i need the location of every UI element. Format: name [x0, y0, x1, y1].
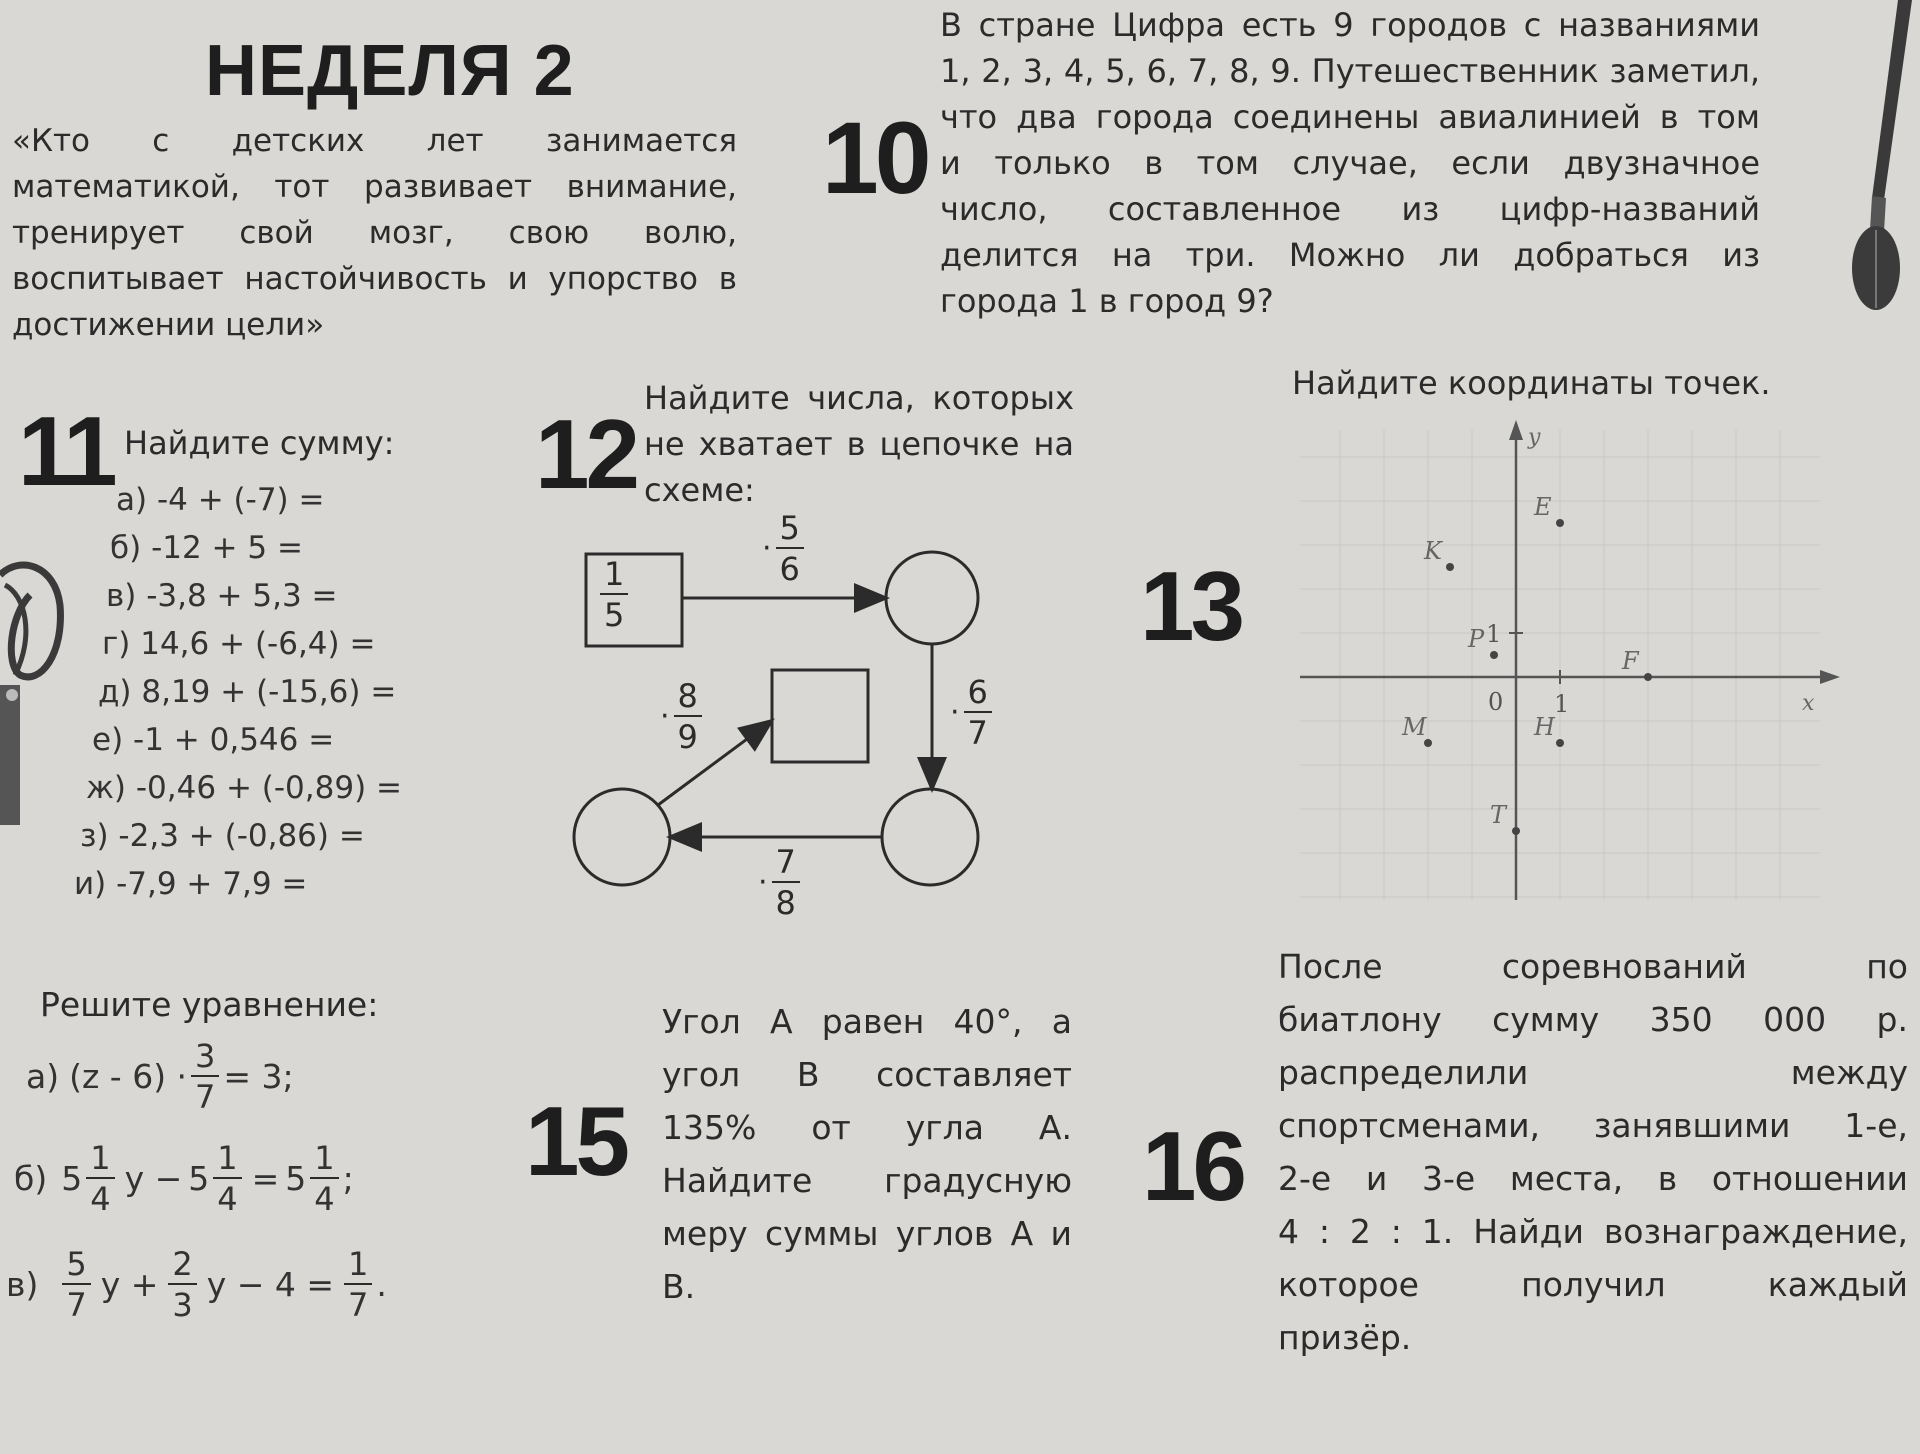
point-f [1644, 673, 1652, 681]
task10-text [940, 2, 1760, 324]
eq-text: (z - 6) · [69, 1057, 188, 1096]
task15-text [662, 995, 1072, 1313]
point-label-t: T [1490, 801, 1507, 829]
task-number-13: 13 [1140, 551, 1242, 661]
eq-label: в) [6, 1265, 39, 1304]
task-number-11: 11 [18, 396, 114, 506]
point-k [1446, 563, 1454, 571]
frac-denominator: 7 [967, 714, 988, 752]
start-value [596, 555, 632, 634]
unit-x-label: 1 [1554, 690, 1570, 718]
eq-text: y − [124, 1159, 183, 1198]
task16-line: 4 : 2 : 1. Найди вознаграждение, [1278, 1212, 1908, 1251]
point-label-k: K [1424, 537, 1442, 565]
task-number-10: 10 [822, 101, 928, 215]
task16-line: После соревнований по [1278, 947, 1908, 986]
point-label-e: E [1534, 493, 1552, 521]
task15-line: 135% от угла А. [662, 1108, 1072, 1147]
task10-line: города 1 в город 9? [940, 282, 1274, 320]
task16-text [1278, 940, 1908, 1364]
frac-denominator: 8 [775, 884, 796, 922]
frac-denominator: 9 [677, 718, 698, 756]
point-p [1490, 651, 1498, 659]
task16-line: распределили между [1278, 1053, 1908, 1092]
op-label-4 [660, 677, 706, 756]
equations [0, 1030, 520, 1360]
whole-part: 5 [285, 1159, 307, 1198]
op-label-2 [950, 673, 996, 752]
sum-item: д) 8,19 + (-15,6) = [98, 674, 397, 710]
task16-line: спортсменами, занявшими 1-е, [1278, 1106, 1908, 1145]
equation-b [14, 1139, 354, 1218]
frac-numerator: 6 [964, 676, 992, 713]
equation-c [6, 1245, 387, 1324]
sum-item: б) -12 + 5 = [110, 530, 303, 566]
op-sign: · [762, 531, 772, 566]
eq-text: . [376, 1265, 387, 1304]
op-label-3 [758, 843, 804, 922]
task10-line: В стране Цифра есть 9 городов с названиями [940, 6, 1760, 44]
task13-heading: Найдите координаты точек. [1292, 364, 1771, 402]
sum-item: и) -7,9 + 7,9 = [74, 866, 308, 902]
brush-illustration [1780, 0, 1920, 320]
task12-line: схеме: [644, 471, 755, 509]
eq-text: = [251, 1159, 280, 1198]
frac-denominator: 4 [314, 1180, 335, 1218]
frac-numerator: 8 [674, 680, 702, 717]
equations-heading: Решите уравнение: [40, 985, 379, 1024]
frac-numerator: 5 [776, 512, 804, 549]
op-label-1 [762, 509, 808, 588]
eq-text: ; [342, 1159, 354, 1198]
scissors-illustration [0, 525, 80, 825]
point-e [1556, 519, 1564, 527]
point-h [1556, 739, 1564, 747]
eq-text: y − 4 = [206, 1265, 335, 1304]
task15-line: Угол А равен 40°, а [662, 1002, 1072, 1041]
points-layer [1401, 493, 1652, 835]
op-sign: · [660, 699, 670, 734]
eq-label: б) [14, 1159, 48, 1198]
quote-line: достижении цели» [12, 307, 325, 343]
y-axis-arrow [1509, 420, 1523, 440]
sum-item: г) 14,6 + (-6,4) = [102, 626, 376, 662]
task10-line: и только в том случае, если двузначное [940, 144, 1760, 182]
op-sign: · [758, 865, 768, 900]
task12-line: Найдите числа, которых [644, 379, 1074, 417]
frac-denominator: 3 [172, 1286, 193, 1324]
frac-denominator: 7 [66, 1286, 87, 1324]
x-axis-arrow [1820, 670, 1840, 684]
quote [12, 118, 737, 348]
sum-item: ж) -0,46 + (-0,89) = [86, 770, 402, 806]
origin-label: 0 [1488, 688, 1504, 716]
point-label-p: P [1468, 625, 1485, 653]
task10-line: что два города соединены авиалинией в том [940, 98, 1760, 136]
task-number-16: 16 [1142, 1111, 1244, 1221]
frac-numerator: 1 [344, 1248, 372, 1285]
eq-label: а) [26, 1057, 60, 1096]
sum-item: з) -2,3 + (-0,86) = [80, 818, 365, 854]
eq-text: = 3; [223, 1057, 294, 1096]
quote-line: тренирует свой мозг, свою волю, [12, 215, 737, 251]
task16-line: призёр. [1278, 1318, 1412, 1357]
coordinate-plane [1290, 420, 1850, 910]
task10-line: 1, 2, 3, 4, 5, 6, 7, 8, 9. Путешественник заметил, [940, 52, 1760, 90]
empty-circle-top[interactable] [886, 552, 978, 644]
quote-line: математикой, тот развивает внимание, [12, 169, 737, 205]
grid [1300, 430, 1820, 900]
task15-line: В. [662, 1267, 696, 1306]
empty-box-center[interactable] [772, 670, 868, 762]
task15-line: меру суммы углов А и [662, 1214, 1072, 1253]
point-label-f: F [1622, 647, 1639, 675]
task10-line: делится на три. Можно ли добраться из [940, 236, 1760, 274]
sum-item: в) -3,8 + 5,3 = [106, 578, 338, 614]
task16-line: биатлону сумму 350 000 р. [1278, 1000, 1908, 1039]
frac-numerator: 1 [600, 558, 628, 595]
frac-numerator: 5 [62, 1248, 90, 1285]
task12-text [644, 375, 1074, 513]
quote-line: «Кто с детских лет занимается [12, 123, 737, 159]
sum-item: е) -1 + 0,546 = [92, 722, 335, 758]
whole-part: 5 [61, 1159, 83, 1198]
frac-denominator: 5 [604, 596, 625, 634]
task11-heading: Найдите сумму: [124, 424, 395, 462]
frac-numerator: 1 [310, 1142, 338, 1179]
unit-y-label: 1 [1486, 620, 1502, 648]
frac-denominator: 6 [779, 550, 800, 588]
frac-numerator: 1 [213, 1142, 241, 1179]
axis-label-x: x [1802, 691, 1815, 716]
task-number-12: 12 [535, 399, 637, 509]
frac-numerator: 2 [168, 1248, 196, 1285]
task12-line: не хватает в цепочке на [644, 425, 1074, 463]
frac-denominator: 7 [195, 1078, 216, 1116]
whole-part: 5 [188, 1159, 210, 1198]
task10-line: число, составленное из цифр-названий [940, 190, 1760, 228]
frac-numerator: 1 [86, 1142, 114, 1179]
task15-line: угол В составляет [662, 1055, 1072, 1094]
page-title: НЕДЕЛЯ 2 [205, 31, 575, 111]
frac-denominator: 7 [348, 1286, 369, 1324]
task-number-15: 15 [525, 1086, 627, 1196]
op-sign: · [950, 695, 960, 730]
task16-line: которое получил каждый [1278, 1265, 1908, 1304]
sum-item: а) -4 + (-7) = [116, 482, 325, 518]
frac-numerator: 7 [772, 846, 800, 883]
point-label-h: H [1534, 713, 1555, 741]
task16-line: 2-е и 3-е места, в отношении [1278, 1159, 1908, 1198]
task15-line: Найдите градусную [662, 1161, 1072, 1200]
empty-circle-bottom-left[interactable] [574, 789, 670, 885]
point-label-m: M [1402, 713, 1427, 741]
point-t [1512, 827, 1520, 835]
equation-a [26, 1037, 294, 1116]
frac-numerator: 3 [191, 1040, 219, 1077]
axis-label-y: y [1528, 425, 1541, 450]
eq-text: y + [100, 1265, 159, 1304]
frac-denominator: 4 [217, 1180, 238, 1218]
quote-line: воспитывает настойчивость и упорство в [12, 261, 737, 297]
empty-circle-bottom-right[interactable] [882, 789, 978, 885]
frac-denominator: 4 [90, 1180, 111, 1218]
